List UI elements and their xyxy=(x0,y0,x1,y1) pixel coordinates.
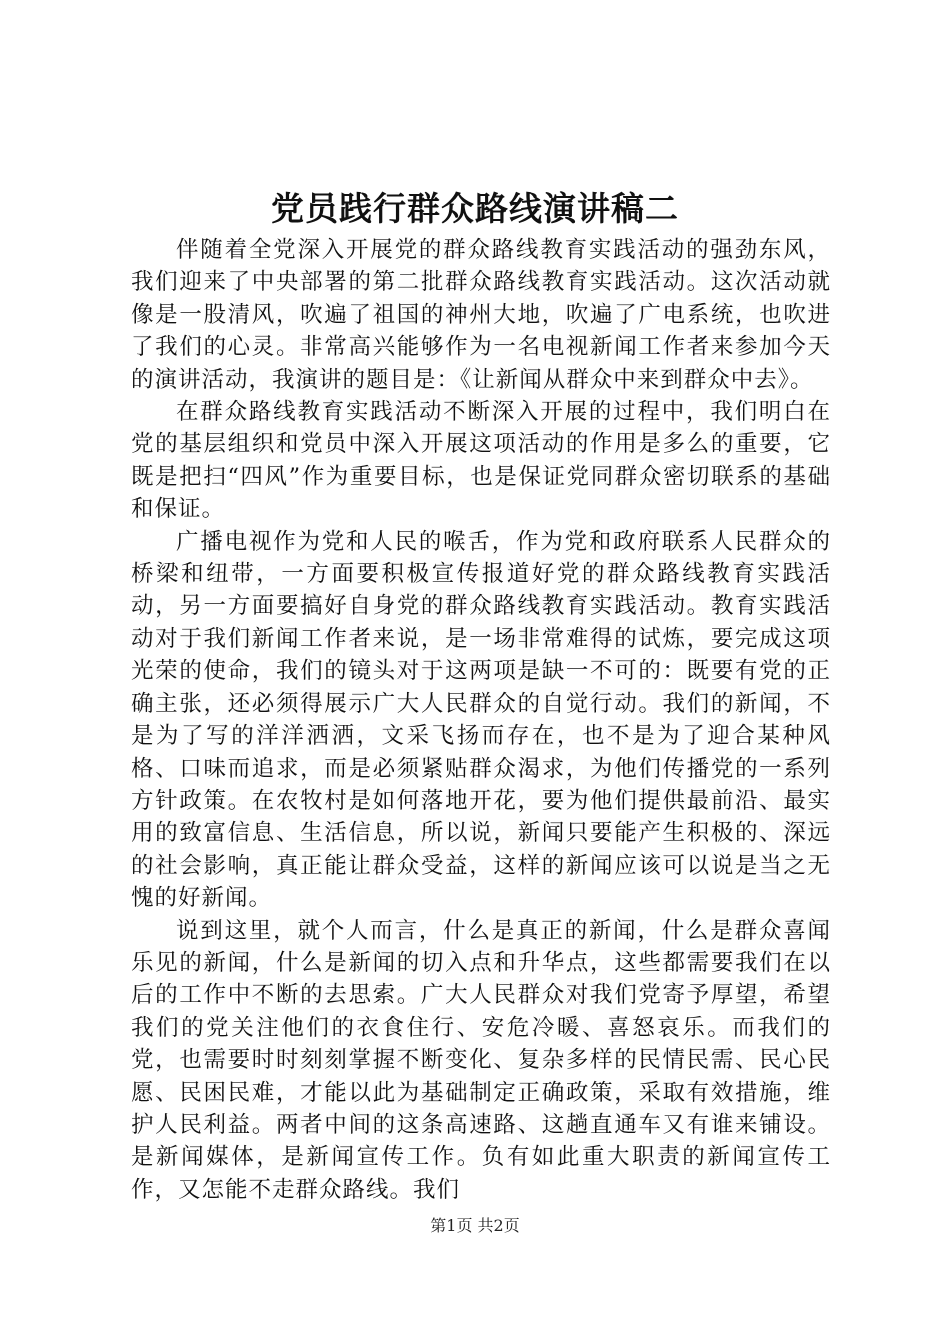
paragraph-1: 伴随着全党深入开展党的群众路线教育实践活动的强劲东风，我们迎来了中央部署的第二批群众路线教育实践活动。这次活动就像是一股清风，吹遍了祖国的神州大地，吹遍了广电系统，也吹进了我们的心灵。非常高兴能够作为一名电视新闻工作者来参加今天的演讲活动，我演讲的题目是：《让新闻从群众中来到群众中去》。 xyxy=(131,237,831,393)
paragraph-2: 在群众路线教育实践活动不断深入开展的过程中，我们明白在党的基层组织和党员中深入开展这项活动的作用是多么的重要，它既是把扫“四风”作为重要目标，也是保证党同群众密切联系的基础和保证。 xyxy=(131,399,831,523)
paragraph-3: 广播电视作为党和人民的喉舌，作为党和政府联系人民群众的桥梁和纽带，一方面要积极宣传报道好党的群众路线教育实践活动，另一方面要搞好自身党的群众路线教育实践活动。教育实践活动对于我们新闻工作者来说，是一场非常难得的试炼，要完成这项光荣的使命，我们的镜头对于这两项是缺一不可的：既要有党的正确主张，还必须得展示广大人民群众的自觉行动。我们的新闻，不是为了写的洋洋洒洒，文采飞扬而存在，也不是为了迎合某种风格、口味而追求，而是必须紧贴群众渴求，为他们传播党的一系列方针政策。在农牧村是如何落地开花，要为他们提供最前沿、最实用的致富信息、生活信息，所以说，新闻只要能产生积极的、深远的社会影响，真正能让群众受益，这样的新闻应该可以说是当之无愧的好新闻。 xyxy=(131,528,831,912)
paragraph-4: 说到这里，就个人而言，什么是真正的新闻，什么是群众喜闻乐见的新闻，什么是新闻的切入点和升华点，这些都需要我们在以后的工作中不断的去思索。广大人民群众对我们党寄予厚望，希望我们的党关注他们的衣食住行、安危冷暖、喜怒哀乐。而我们的党，也需要时时刻刻掌握不断变化、复杂多样的民情民需、民心民愿、民困民难，才能以此为基础制定正确政策，采取有效措施，维护人民利益。两者中间的这条高速路、这趟直通车又有谁来铺设。是新闻媒体，是新闻宣传工作。负有如此重大职责的新闻宣传工作，又怎能不走群众路线。我们 xyxy=(131,917,831,1203)
document-title: 党员践行群众路线演讲稿二 xyxy=(271,189,679,228)
page-number-footer: 第1页 共2页 xyxy=(430,1216,520,1235)
document-body xyxy=(131,234,831,1206)
